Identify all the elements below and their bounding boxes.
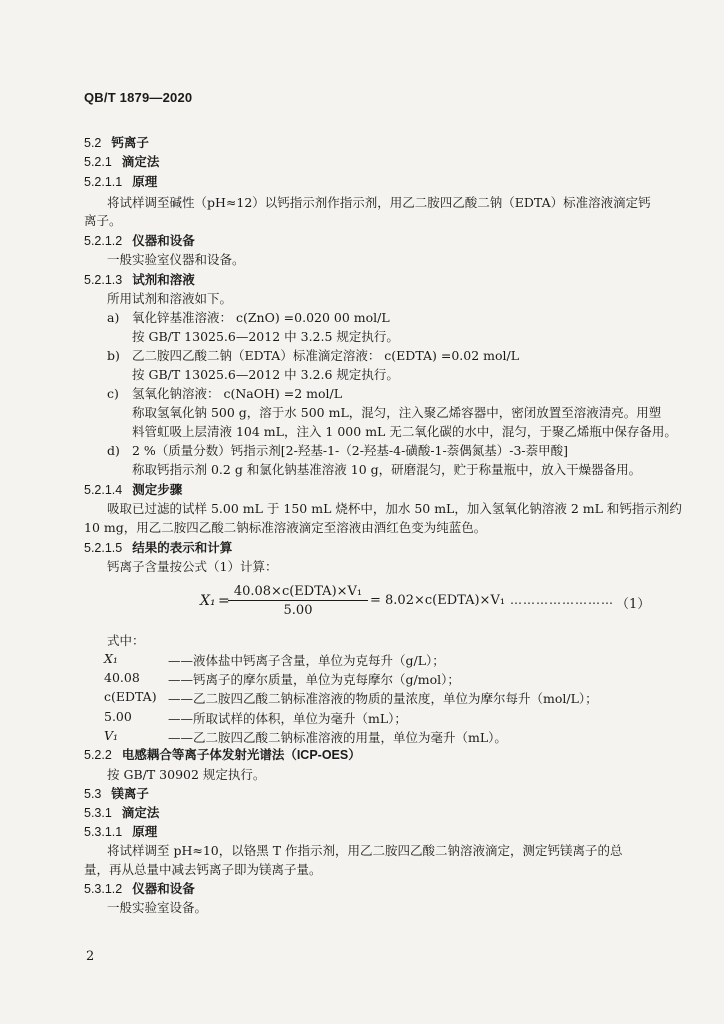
paragraph-reagents: 所用试剂和溶液如下。: [107, 291, 233, 306]
list-item-d-label: d): [107, 443, 120, 458]
paragraph-procedure-line1: 吸取已过滤的试样 5.00 mL 于 150 mL 烧杯中，加水 50 mL，加入氢氧化钠溶液 2 mL 和钙指示剂约: [107, 501, 682, 516]
symbol-v1-desc: ——乙二胺四乙酸二钠标准溶液的用量，单位为毫升（mL）。: [168, 730, 507, 745]
symbol-x1: X₁: [104, 651, 118, 666]
page-number: 2: [86, 949, 95, 964]
list-item-b: 乙二胺四乙酸二钠（EDTA）标准滴定溶液： c(EDTA) =0.02 mol/L: [132, 348, 520, 363]
list-item-b-sub: 按 GB/T 13025.6—2012 中 3.2.6 规定执行。: [132, 367, 399, 382]
section-5-2: 5.2 钙离子: [84, 136, 149, 150]
formula-1: [200, 584, 651, 624]
paragraph-equipment: 一般实验室仪器和设备。: [107, 252, 245, 267]
symbol-volume-desc: ——所取试样的体积，单位为毫升（mL）；: [168, 711, 407, 726]
list-item-c-sub-line2: 料管虹吸上层清液 104 mL，注入 1 000 mL 无二氧化碳的水中，混匀，于聚乙烯瓶中保存备用。: [132, 424, 677, 439]
paragraph-procedure-line2: 10 mg，用乙二胺四乙酸二钠标准溶液滴定至溶液由酒红色变为纯蓝色。: [84, 520, 487, 535]
section-5-2-2: 5.2.2 电感耦合等离子体发射光谱法（ICP-OES）: [84, 748, 361, 762]
list-item-d-sub: 称取钙指示剂 0.2 g 和氯化钠基准溶液 10 g，研磨混匀，贮于称量瓶中，放入干燥器备用。: [132, 462, 642, 477]
symbol-c-edta: c(EDTA): [104, 689, 157, 704]
symbol-molar-mass-desc: ——钙离子的摩尔质量，单位为克每摩尔（g/mol）；: [168, 672, 460, 687]
formula-denominator: 5.00: [283, 603, 313, 618]
section-5-2-1-2: 5.2.1.2 仪器和设备: [84, 234, 195, 248]
symbol-v1: V₁: [104, 728, 119, 743]
section-5-3: 5.3 镁离子: [84, 787, 149, 801]
symbol-molar-mass: 40.08: [104, 670, 140, 685]
list-item-a-label: a): [107, 310, 120, 325]
formula-fraction: [228, 584, 368, 618]
formula-lhs: X₁: [200, 593, 216, 609]
standard-number-header: QB/T 1879—2020: [84, 90, 193, 105]
paragraph-mg-principle-line1: 将试样调至 pH≈10，以铬黑 T 作指示剂，用乙二胺四乙酸二钠溶液滴定，测定钙镁离子的总: [107, 843, 623, 858]
formula-equals: =: [218, 593, 230, 609]
section-5-2-1-3: 5.2.1.3 试剂和溶液: [84, 273, 195, 287]
symbol-volume: 5.00: [104, 709, 132, 724]
paragraph-calculation: 钙离子含量按公式（1）计算：: [107, 559, 278, 574]
symbol-c-edta-desc: ——乙二胺四乙酸二钠标准溶液的物质的量浓度，单位为摩尔每升（mol/L）；: [168, 691, 598, 706]
paragraph-icp: 按 GB/T 30902 规定执行。: [107, 767, 266, 782]
section-5-3-1-2: 5.3.1.2 仪器和设备: [84, 882, 195, 896]
list-item-a: 氧化锌基准溶液： c(ZnO) =0.020 00 mol/L: [132, 310, 390, 325]
list-item-d: 2 %（质量分数）钙指示剂[2-羟基-1-（2-羟基-4-磺酸-1-萘偶氮基）-3-萘甲酸]: [132, 443, 569, 458]
formula-rhs: = 8.02×c(EDTA)×V₁: [370, 593, 506, 608]
paragraph-mg-principle-line2: 量，再从总量中减去钙离子即为镁离子量。: [84, 862, 322, 877]
section-5-2-1-4: 5.2.1.4 测定步骤: [84, 483, 183, 497]
symbol-x1-desc: ——液体盐中钙离子含量，单位为克每升（g/L）；: [168, 653, 445, 668]
list-item-b-label: b): [107, 348, 120, 363]
formula-leader-dots: ……………………: [510, 593, 614, 607]
formula-number: （1）: [616, 597, 651, 612]
where-label: 式中：: [107, 633, 145, 648]
list-item-c-sub-line1: 称取氢氧化钠 500 g，溶于水 500 mL，混匀，注入聚乙烯容器中，密闭放置至溶液清亮。用塑: [132, 405, 662, 420]
section-5-2-1: 5.2.1 滴定法: [84, 155, 160, 169]
section-5-3-1: 5.3.1 滴定法: [84, 806, 160, 820]
section-5-2-1-1: 5.2.1.1 原理: [84, 175, 158, 189]
section-5-3-1-1: 5.3.1.1 原理: [84, 825, 158, 839]
list-item-a-sub: 按 GB/T 13025.6—2012 中 3.2.5 规定执行。: [132, 329, 399, 344]
paragraph-principle-line2: 离子。: [84, 213, 122, 228]
formula-numerator: 40.08×c(EDTA)×V₁: [228, 584, 368, 601]
list-item-c: 氢氧化钠溶液： c(NaOH) =2 mol/L: [132, 386, 343, 401]
list-item-c-label: c): [107, 386, 119, 401]
paragraph-mg-equipment: 一般实验室设备。: [107, 900, 208, 915]
paragraph-principle-line1: 将试样调至碱性（pH≈12）以钙指示剂作指示剂，用乙二胺四乙酸二钠（EDTA）标准溶液滴定钙: [107, 195, 651, 210]
section-5-2-1-5: 5.2.1.5 结果的表示和计算: [84, 541, 233, 555]
